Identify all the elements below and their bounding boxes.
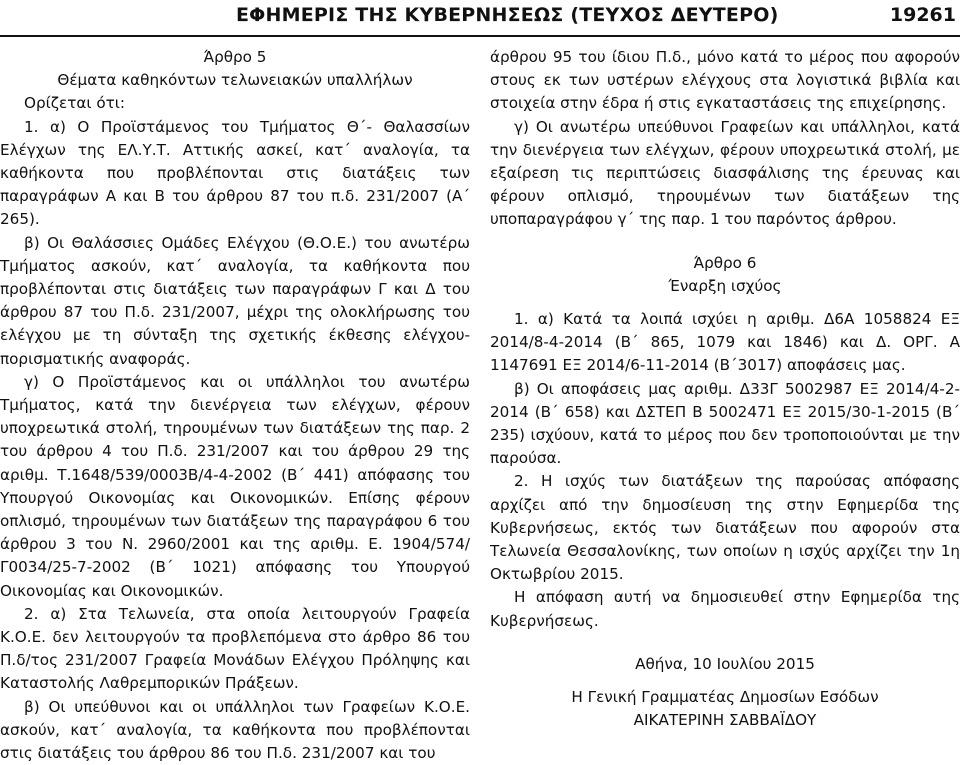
article-5-paragraph-2b: β) Οι υπεύθυνοι και οι υπάλληλοι των Γραφείων Κ.Ο.Ε. ασκούν, κατ΄ αναλογία, τα καθήκοντα που προβλέπονται στις διατάξεις του άρθρου 86 του Π.δ. 231/2007 και του [0, 697, 470, 763]
article-5-subject: Θέματα καθηκόντων τελωνειακών υπαλλήλων [57, 71, 413, 90]
publication-order: Η απόφαση αυτή να δημοσιευθεί στην Εφημερίδα της Κυβερνήσεως. [490, 588, 960, 630]
article-5-heading: Άρθρο 5 [203, 48, 267, 66]
right-column [490, 46, 960, 732]
signature-role: Η Γενική Γραμματέας Δημοσίων Εσόδων [571, 688, 879, 707]
article-5-intro: Ορίζεται ότι: [24, 94, 126, 113]
article-6-paragraph-1b: β) Οι αποφάσεις μας αριθμ. Δ33Γ 5002987 ΕΞ 2014/4-2-2014 (Β΄ 658) και ΔΣΤΕΠ Β 5002471 ΕΞ 2015/30-1-2015 (Β΄ 235) ισχύουν, κατά το μέρος που δεν τροποποιούνται με την παρούσα. [490, 379, 960, 468]
page-header [0, 0, 960, 38]
spacer [490, 232, 960, 252]
article-5-paragraph-1c: γ) Ο Προϊστάμενος και οι υπάλληλοι του ανωτέρω Τμήματος, κατά την διενέργεια των ελέγχων, φέρουν υποχρεωτικά στολή, τηρουμένων των διατάξεων της παρ. 2 του άρθρου 4 του Π.δ. 231/2007 και του άρθρου 29 της αριθμ. Τ.1648/539/0003Β/4-4-2002 (Β΄ 441) απόφασης του Υπουργού Οικονομίας και Οικονομικών. Επίσης φέρουν οπλισμό, τηρουμένων των διατάξεων της παραγράφου 6 του άρθρου 3 του Ν. 2960/2001 και της αριθμ. Ε. 1904/574/Γ0034/25-7-2002 (Β΄ 1021) απόφασης του Υπουργού Οικονομίας και Οικονομικών. [0, 372, 470, 600]
left-column [0, 46, 470, 765]
spacer [490, 633, 960, 653]
header-rule [0, 35, 960, 37]
article-5-paragraph-2b-continued: άρθρου 95 του ίδιου Π.δ., μόνο κατά το μέρος που αφορούν στους εκ των υστέρων ελέγχους στα λογιστικά βιβλία και στοιχεία στην έδρα ή στις εγκαταστάσεις της επιχείρησης. [490, 48, 960, 113]
article-5-paragraph-2a: 2. α) Στα Τελωνεία, στα οποία λειτουργούν Γραφεία Κ.Ο.Ε. δεν λειτουργούν τα προβλεπόμενα στο άρθρο 86 του Π.δ/τος 231/2007 Γραφεία Μονάδων Ελέγχου Πρόληψης και Καταστολής Λαθρεμπορικών Πράξεων. [0, 604, 470, 693]
article-5-paragraph-1b: β) Οι Θαλάσσιες Ομάδες Ελέγχου (Θ.Ο.Ε.) του ανωτέρω Τμήματος ασκούν, κατ΄ αναλογία, τα καθήκοντα που προβλέπονται στις διατάξεις των παραγράφων Γ και Δ του άρθρου 87 του Π.δ. 231/2007, μέχρι της ολοκλήρωσης του ελέγχου με τη σύνταξη της σχετικής έκθεσης ελέγχου-πορισματικής αναφοράς. [0, 233, 470, 368]
spacer [490, 298, 960, 308]
article-6-paragraph-1a: 1. α) Κατά τα λοιπά ισχύει η αριθμ. Δ6Α 1058824 ΕΞ 2014/8-4-2014 (Β΄ 865, 1079 και 1846) και Δ. ΟΡΓ. Α 1147691 ΕΞ 2014/6-11-2014 (Β΄3017) αποφάσεις μας. [490, 310, 960, 375]
page-number: 19261 [889, 4, 956, 26]
article-6-heading: Άρθρο 6 [693, 253, 757, 272]
signature-place-date: Αθήνα, 10 Ιουλίου 2015 [635, 654, 815, 673]
article-5-paragraph-1a: 1. α) Ο Προϊστάμενος του Τμήματος Θ΄- Θαλασσίων Ελέγχων της ΕΛ.Υ.Τ. Αττικής ασκεί, κατ΄ αναλογία, τα καθήκοντα που προβλέπονται στις διατάξεις των παραγράφων Α και Β του άρθρου 87 του π.δ. 231/2007 (Α΄ 265). [0, 117, 470, 229]
article-6-subject: Έναρξη ισχύος [668, 276, 782, 295]
signature-name: ΑΙΚΑΤΕΡΙΝΗ ΣΑΒΒΑΪΔΟΥ [633, 711, 817, 730]
article-5-paragraph-2c: γ) Οι ανωτέρω υπεύθυνοι Γραφείων και υπάλληλοι, κατά την διενέργεια των ελέγχων, φέρουν υποχρεωτικά στολή, με εξαίρεση τις περιπτώσεις διασφάλισης της έρευνας και φέρουν οπλισμό, τηρουμένων των διατάξεων της υποπαραγράφου γ΄ της παρ. 1 του παρόντος άρθρου. [490, 117, 960, 229]
spacer [490, 676, 960, 686]
article-6-paragraph-2: 2. Η ισχύς των διατάξεων της παρούσας απόφασης αρχίζει από την δημοσίευση της στην Εφημερίδα της Κυβερνήσεως, εκτός των διατάξεων που αφορούν στα Τελωνεία Θεσσαλονίκης, των οποίων η ισχύς αρχίζει την 1η Οκτωβρίου 2015. [490, 472, 960, 584]
gazette-title: ΕΦΗΜΕΡΙΣ ΤΗΣ ΚΥΒΕΡΝΗΣΕΩΣ (ΤΕΥΧΟΣ ΔΕΥΤΕΡΟ) [236, 4, 779, 26]
